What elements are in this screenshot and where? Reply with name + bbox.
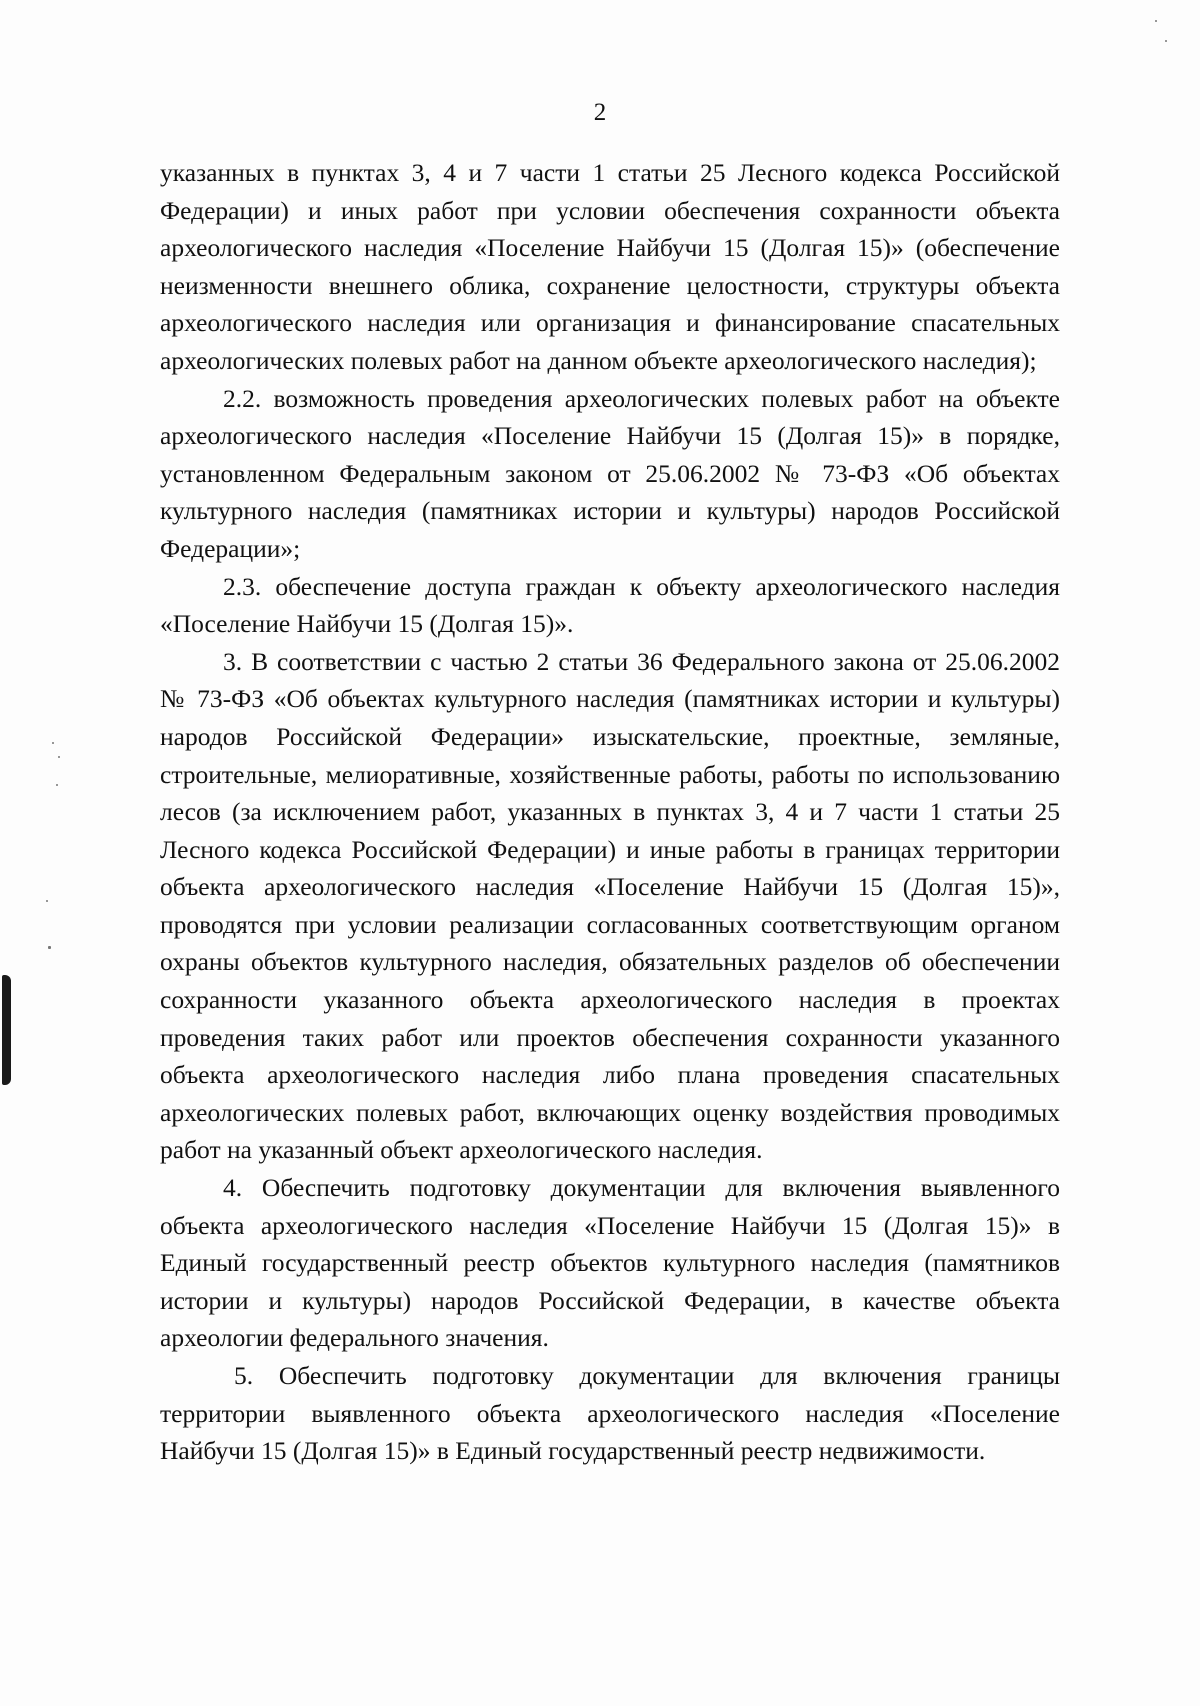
scan-speck [1155, 20, 1157, 22]
page-number: 2 [593, 99, 607, 126]
paragraph-4: 4. Обеспечить подготовку документации для включения выявленного объекта археологического наследия «Поселение Найбучи 15 (Долгая 15)» в Единый государственный реестр объектов культурного наследия (памятников истории и культуры) народов Российской Федерации, в качестве объекта археологии федерального значения. [160, 1173, 1060, 1353]
paragraph-3: 3. В соответствии с частью 2 статьи 36 Федерального закона от 25.06.2002 № 73-ФЗ «Об объектах культурного наследия (памятниках истории и культуры) народов Российской Федерации» изыскательские, проектные, земляные, строительные, мелиоративные, хозяйственные работы, работы по использованию лесов (за исключением работ, указанных в пунктах 3, 4 и 7 части 1 статьи 25 Лесного кодекса Российской Федерации) и иные работы в границах территории объекта археологического наследия «Поселение Найбучи 15 (Долгая 15)», проводятся при условии реализации согласованных соответствующим органом охраны объектов культурного наследия, обязательных разделов об обеспечении сохранности указанного объекта археологического наследия в проектах проведения таких работ или проектов обеспечения сохранности указанного объекта археологического наследия либо плана проведения спасательных археологических полевых работ, включающих оценку воздействия проводимых работ на указанный объект археологического наследия. [160, 646, 1060, 1165]
document-body [160, 154, 1060, 1470]
scan-speck [48, 946, 51, 949]
scan-margin-mark [2, 975, 11, 1085]
scan-speck [1165, 40, 1167, 42]
scan-speck [52, 742, 54, 744]
scan-speck [46, 900, 48, 902]
paragraph-2-3: 2.3. обеспечение доступа граждан к объекту археологического наследия «Поселение Найбучи 15 (Долгая 15)». [160, 571, 1060, 639]
scan-speck [56, 784, 58, 786]
paragraph-continuation: указанных в пунктах 3, 4 и 7 части 1 статьи 25 Лесного кодекса Российской Федерации) и иных работ при условии обеспечения сохранности объекта археологического наследия «Поселение Найбучи 15 (Долгая 15)» (обеспечение неизменности внешнего облика, сохранение целостности, структуры объекта археологического наследия или организация и финансирование спасательных археологических полевых работ на данном объекте археологического наследия); [160, 158, 1060, 375]
paragraph-5: 5. Обеспечить подготовку документации для включения границы территории выявленного объекта археологического наследия «Поселение Найбучи 15 (Долгая 15)» в Единый государственный реестр недвижимости. [160, 1361, 1060, 1466]
paragraph-2-2: 2.2. возможность проведения археологических полевых работ на объекте археологического наследия «Поселение Найбучи 15 (Долгая 15)» в порядке, установленном Федеральным законом от 25.06.2002 № 73-ФЗ «Об объектах культурного наследия (памятниках истории и культуры) народов Российской Федерации»; [160, 383, 1060, 563]
scan-speck [58, 756, 60, 758]
